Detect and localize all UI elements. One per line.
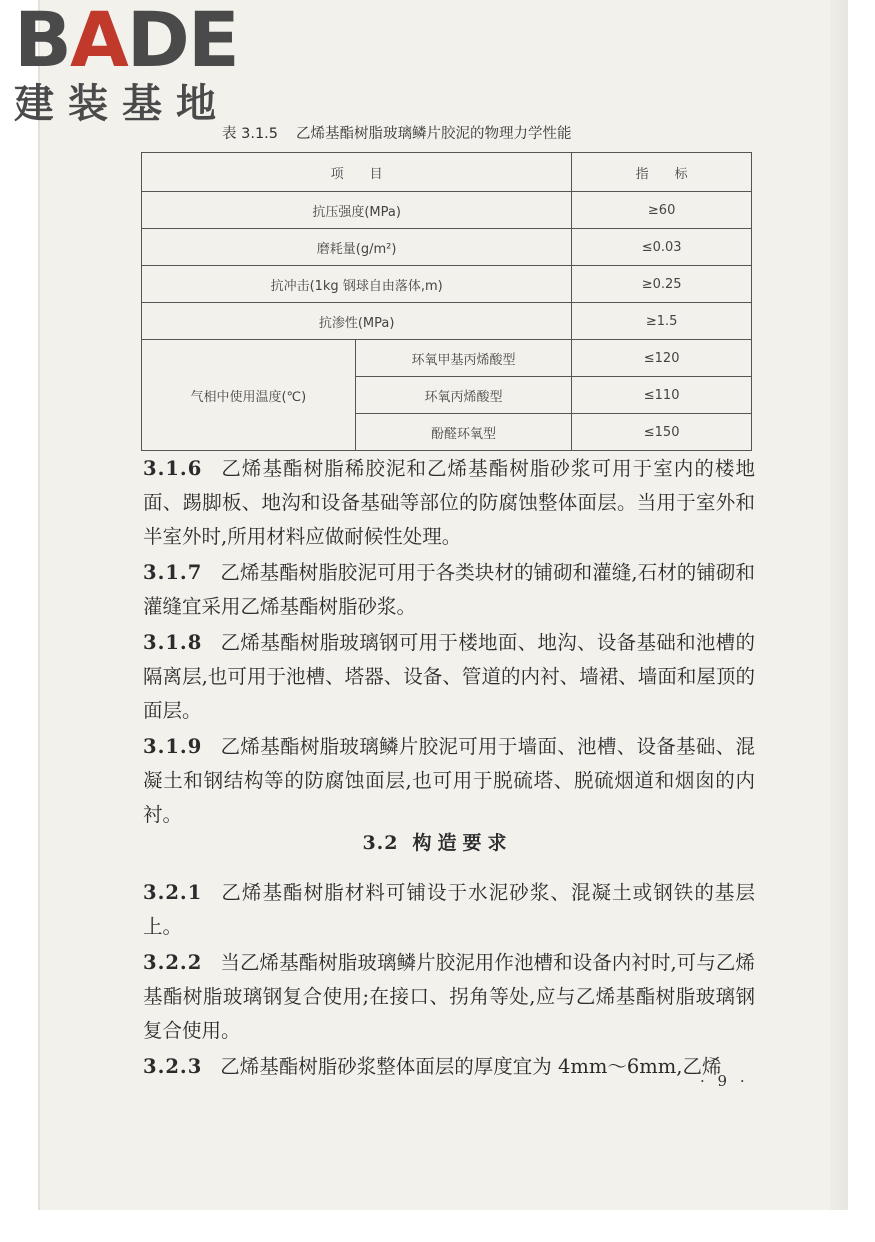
row-value: ≤0.03 xyxy=(572,229,752,266)
clause-number: 3.1.6 xyxy=(143,457,203,480)
row-value: ≥60 xyxy=(572,192,752,229)
clauses-3-2 xyxy=(143,876,755,1086)
clause-text: 乙烯基酯树脂砂浆整体面层的厚度宜为 4mm～6mm,乙烯 xyxy=(220,1055,722,1078)
clause-number: 3.2.3 xyxy=(143,1055,203,1078)
clauses-3-1 xyxy=(143,452,755,834)
header-item: 项 目 xyxy=(142,153,572,192)
table-row xyxy=(142,303,752,340)
clause-text: 乙烯基酯树脂玻璃鳞片胶泥可用于墙面、池槽、设备基础、混凝土和钢结构等的防腐蚀面层,也可用于脱硫塔、脱硫烟道和烟囱的内衬。 xyxy=(143,735,755,826)
clause-text: 乙烯基酯树脂胶泥可用于各类块材的铺砌和灌缝,石材的铺砌和灌缝宜采用乙烯基酯树脂砂浆。 xyxy=(143,561,755,618)
clause-paragraph xyxy=(143,626,755,728)
subrow-value: ≤150 xyxy=(572,414,752,451)
clause-number: 3.2.2 xyxy=(143,951,203,974)
clause-number: 3.1.9 xyxy=(143,735,203,758)
page-edge xyxy=(830,0,848,1210)
clause-paragraph xyxy=(143,946,755,1048)
logo-brand: BADE xyxy=(14,0,238,84)
subrow-name: 酚醛环氧型 xyxy=(355,414,572,451)
row-item: 磨耗量(g/m²) xyxy=(142,229,572,266)
clause-text: 乙烯基酯树脂玻璃钢可用于楼地面、地沟、设备基础和池槽的隔离层,也可用于池槽、塔器、设备、管道的内衬、墙裙、墙面和屋顶的面层。 xyxy=(143,631,755,722)
subrow-name: 环氧甲基丙烯酸型 xyxy=(355,340,572,377)
clause-number: 3.2.1 xyxy=(143,881,203,904)
row-value: ≥1.5 xyxy=(572,303,752,340)
table-caption xyxy=(222,122,572,143)
row-value: ≥0.25 xyxy=(572,266,752,303)
row-item: 抗冲击(1kg 钢球自由落体,m) xyxy=(142,266,572,303)
table-row xyxy=(142,340,752,377)
table-caption-number: 表 3.1.5 xyxy=(222,126,279,142)
logo-subtitle: 建装基地 xyxy=(14,81,230,127)
clause-paragraph xyxy=(143,1050,755,1084)
watermark-logo xyxy=(0,0,260,135)
clause-text: 当乙烯基酯树脂玻璃鳞片胶泥用作池槽和设备内衬时,可与乙烯基酯树脂玻璃钢复合使用;在接口、拐角等处,应与乙烯基酯树脂玻璃钢复合使用。 xyxy=(143,951,755,1042)
section-number: 3.2 xyxy=(362,832,399,854)
subrow-name: 环氧丙烯酸型 xyxy=(355,377,572,414)
properties-table xyxy=(141,152,752,451)
row-item: 抗渗性(MPa) xyxy=(142,303,572,340)
clause-paragraph xyxy=(143,876,755,944)
table-row xyxy=(142,229,752,266)
clause-paragraph xyxy=(143,556,755,624)
header-indicator: 指 标 xyxy=(572,153,752,192)
section-heading xyxy=(0,828,875,855)
clause-paragraph xyxy=(143,452,755,554)
clause-number: 3.1.8 xyxy=(143,631,203,654)
clause-paragraph xyxy=(143,730,755,832)
table-caption-title: 乙烯基酯树脂玻璃鳞片胶泥的物理力学性能 xyxy=(296,126,572,142)
clause-number: 3.1.7 xyxy=(143,561,203,584)
table-row xyxy=(142,192,752,229)
clause-text: 乙烯基酯树脂稀胶泥和乙烯基酯树脂砂浆可用于室内的楼地面、踢脚板、地沟和设备基础等部位的防腐蚀整体面层。当用于室外和半室外时,所用材料应做耐候性处理。 xyxy=(143,457,755,548)
clause-text: 乙烯基酯树脂材料可铺设于水泥砂浆、混凝土或钢铁的基层上。 xyxy=(143,881,755,938)
table-row xyxy=(142,266,752,303)
table-header-row xyxy=(142,153,752,192)
subrow-value: ≤120 xyxy=(572,340,752,377)
row-item: 抗压强度(MPa) xyxy=(142,192,572,229)
section-title-text: 构造要求 xyxy=(412,832,513,854)
group-label: 气相中使用温度(℃) xyxy=(142,340,356,451)
page-number: · 9 · xyxy=(700,1072,749,1090)
subrow-value: ≤110 xyxy=(572,377,752,414)
